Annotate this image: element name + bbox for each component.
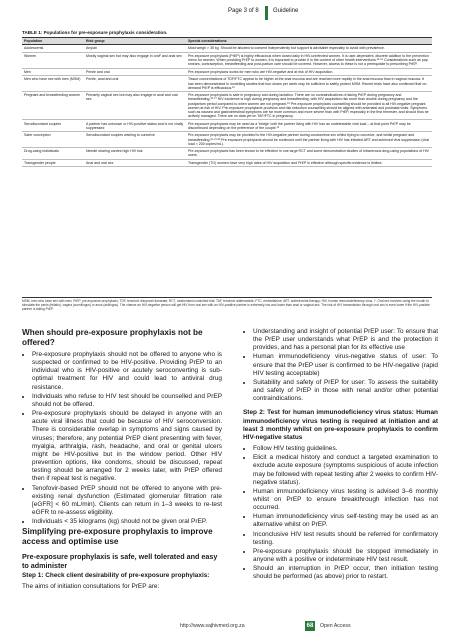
cell-considerations: Pre-exposure prophylaxis may be used as a 'bridge' until the partner living with HIV has an undetectable viral load – at that point PrEP may be discontinued depending on the preference of the couple.¹⁹ — [186, 120, 432, 132]
cell-considerations: Transgender (TG) women have very high rates of HIV acquisition and PrEP is effective although specific evidence is limited. — [186, 159, 432, 167]
table-title: TABLE 1: Populations for pre-exposure prophylaxis consideration. — [22, 30, 168, 35]
header-population: Population — [22, 38, 84, 45]
list-item: • Individuals who refuse to HIV test should be counselled and PrEP should not be offered. — [32, 393, 222, 409]
initiation-aims-list — [243, 328, 438, 403]
step1-title: Step 1: Check client desirability of pre-exposure prophylaxis: — [22, 572, 210, 580]
table-row — [22, 92, 432, 120]
header-accent-bar — [265, 6, 268, 20]
cell-population: Transgender people — [22, 159, 84, 167]
open-access-label: Open Access — [320, 623, 351, 629]
cell-considerations: Must weigh > 35 kg. Should be allowed to consent independently but support is advisable especially to avoid with prevalence. — [186, 45, 432, 53]
cell-risk: Primarily vaginal sex but may also engage in anal and oral sex — [84, 92, 186, 120]
cell-risk: Needle sharing carries high HIV risk — [84, 148, 186, 160]
cell-risk: Mostly vaginal sex but may also engage in oral² and anal sex — [84, 52, 186, 68]
cell-population: Women — [22, 52, 84, 68]
cell-population: Safer conception — [22, 132, 84, 148]
cell-risk: Any/all — [84, 45, 186, 53]
populations-table — [22, 37, 432, 167]
table-row — [22, 159, 432, 167]
step2-text: Step 2: Test for human immunodeficiency virus status: Human immunodeficiency virus testing is required at initiation and at least 3 monthly whilst on pre-exposure prophylaxis to confirm HIV-negative status — [243, 409, 438, 441]
list-item: • Should an interruption in PrEP occur, then initiation testing should be performed (as above) prior to restart. — [253, 565, 438, 581]
journal-url-link[interactable]: http://www.sajhivmed.org.za — [180, 623, 245, 629]
cell-considerations: Pre-exposure prophylaxis is safe in pregnancy and during lactation. There are no contraindications of taking PrEP during pregnancy and breastfeeding.¹⁶·¹⁷ HIV incidence is high during pregnancy and breastfeeding, with HIV acquisition risk more than double during pregnancy and the postpartum period compared to when women are not pregnant.¹⁸ Pre-exposure prophylaxis counselling should be provided to all HIV-negative pregnant women at risk of HIV. Pre-exposure prophylaxis provision and risk reduction counselling should be aligned with antenatal and postnatal visits. Symptoms such as nausea and gastrointestinal symptoms are far more common and more severe than with PrEP, especially in the first trimester, and should thus be actively managed. There are no data yet on TAF/FTC in pregnancy. — [186, 92, 432, 120]
cell-considerations: Pre-exposure prophylaxis (PrEP) is highly efficacious when dosed daily in HIV-uninfected women. It is user-dependent, discrete addition to the prevention menu for women. When providing PrEP to women, it is important to provide it in the context of other health interventions.¹³·¹⁴ Considerations such as pap smears, contraception, breastfeeding and post-partum care should be covered. However, access to these is not a prerequisite to prescribing PrEP. — [186, 52, 432, 68]
cell-population: Serodiscordant couples — [22, 120, 84, 132]
list-item: • Follow HIV testing guidelines. — [253, 445, 438, 453]
cell-considerations: Pre-exposure prophylaxis has been shown to be effective in one large RCT and some demonstration studies of intravenous drug-using populations of HIV users. — [186, 148, 432, 160]
table-row — [22, 120, 432, 132]
cell-risk: A partner has unknown or HIV-positive status and is not virally suppressed — [84, 120, 186, 132]
left-column — [22, 328, 222, 595]
cell-population: Drug-using individuals — [22, 148, 84, 160]
section-label: Guideline — [273, 8, 299, 14]
table-row — [22, 68, 432, 76]
list-item: • Human immunodeficiency virus self-testing may be used as an alternative whilst on PrEP. — [253, 513, 438, 529]
cell-risk: Penile, anal and oral — [84, 76, 186, 92]
page-number-label: Page 3 of 8 — [228, 8, 259, 14]
not-offered-list — [22, 351, 222, 526]
header-risk-group: Risk group — [84, 38, 186, 45]
table-header-row — [22, 38, 432, 45]
page-footer — [0, 620, 453, 634]
list-item: • Suitability and safety of PrEP for user: To assess the suitability and safety of PrEP in those with renal and/or other potential contraindications. — [253, 379, 438, 403]
list-item: • Pre-exposure prophylaxis should not be offered to anyone who is suspected or confirmed to be HIV-positive. Providing PrEP to an individual who is HIV-positive or acutely seroconverting is sub-optimal treatment for HIV and could lead to antiviral drug resistance. — [32, 351, 222, 392]
list-item: • Elicit a medical history and conduct a targeted examination to exclude acute exposure (symptoms suspicious of acute infection may be followed with repeat testing after 2 weeks to confirm HIV-negative status). — [253, 454, 438, 487]
cell-population: Men — [22, 68, 84, 76]
cell-risk: Penile and oral — [84, 68, 186, 76]
cell-population: Pregnant and breastfeeding women — [22, 92, 84, 120]
list-item: • Inconclusive HIV test results should be referred for confirmatory testing. — [253, 531, 438, 547]
table-row — [22, 45, 432, 53]
list-item: • Human immunodeficiency virus-negative status of user: To ensure that the PrEP user is confirmed to be HIV-negative (rapid HIV testing acceptable) — [253, 353, 438, 377]
list-item: • Pre-exposure prophylaxis should be stopped immediately in anyone with a positive or indeterminate HIV test result. — [253, 548, 438, 564]
section-heading-simplifying: Simplifying pre-exposure prophylaxis to improve access and optimise use — [22, 527, 213, 547]
page-number-box: 68 — [306, 623, 314, 629]
table-row — [22, 148, 432, 160]
cell-risk: Anal and oral sex — [84, 159, 186, 167]
list-item: • Pre-exposure prophylaxis should be delayed in anyone with an acute viral illness that could be because of HIV seroconversion. There is considerable overlap in symptoms and signs caused by viruses; therefore, any potential PrEP client presenting with fever, myalgia, arthralgia, rash, headache, and oral or genital ulcers might be HIV-positive but in the window period. Other HIV prevention options, like condoms, should be discussed, repeat testing should be arranged for 2 weeks later, with PrEP offered then if repeat test is negative. — [32, 410, 222, 483]
testing-list — [243, 445, 438, 582]
right-column — [243, 328, 438, 583]
list-item: • Tenofovir-based PrEP should not be offered to anyone with pre-existing renal dysfunction (Estimated glomerular filtration rate [eGFR] < 60 mL/min). Clients can return in 1–3 weeks to re-test eGFR to re-assess eligibility. — [32, 485, 222, 518]
cell-considerations: Pre-exposure prophylaxis works for men who are HIV-negative and at risk of HIV acquisition. — [186, 68, 432, 76]
table-row — [22, 132, 432, 148]
list-item: • Human immunodeficiency virus testing is advised 3–6 monthly whilst on PrEP to ensure breakthrough infection has not occurred. — [253, 488, 438, 512]
cell-population: Men who have sex with men (MSM) — [22, 76, 84, 92]
subheading-safe: Pre-exposure prophylaxis is safe, well tolerated and easy to administer — [22, 552, 218, 571]
cell-risk: Serodiscordant couples wishing to conceive — [84, 132, 186, 148]
list-item: • Individuals < 35 kilograms (kg) should not be given oral PrEP. — [32, 518, 222, 526]
table-row — [22, 52, 432, 68]
header-special-considerations: Special considerations — [186, 38, 432, 45]
page-header — [0, 6, 453, 20]
section-heading-not-offered: When should pre-exposure prophylaxis not be offered? — [22, 328, 203, 347]
cell-considerations: Tissue concentrations of TDF/FTC appear to be higher at the anal mucosa and are reached more rapidly in the anal mucosa than in vaginal mucosa. It has been demonstrated in modelling studies that four doses per week may be sufficient to safely protect MSM. Recent trials have also confirmed that on-demand PrEP is efficacious.¹⁵ — [186, 76, 432, 92]
step2-paragraph — [243, 409, 438, 442]
cell-population: Adolescents — [22, 45, 84, 53]
step1-text: The aims of initiation consultations for PrEP are: — [22, 583, 160, 591]
step1-paragraph — [22, 572, 222, 580]
cell-considerations: Pre-exposure prophylaxis may be provided to the HIV-negative partner during condomless sex whilst trying to conceive, and whilst pregnant and breastfeeding.²⁰·²¹·²² Pre-exposure prophylaxis should be continued until the partner living with HIV has initiated ART and achieved viral suppression (viral load < 200 copies/mL). — [186, 132, 432, 148]
list-item: • Understanding and insight of potential PrEP user: To ensure that the PrEP user understands what PrEP is and the protection it provides, and has a personal plan for its effective use — [253, 328, 438, 352]
table-footnote: MSM, men who have sex with men; PrEP, pre-exposure prophylaxis; TDF, tenofovir disoproxil fumarate; RCT, randomised controlled trial; TAF, tenofovir alafenamide; FTC, emtricitabine; ART, antiretroviral therapy; HIV, human immunodeficiency virus. †, Oral sex involves using the mouth to stimulate the penis (fellatio), vagina (cunnilingus) or anus (anilingus). The chance an HIV-negative person will get HIV from oral sex with an HIV-positive partner is extremely low and lower than anal or vaginal sex. The risk of HIV transmission through oral sex is even lower if the HIV-positive partner is taking PrEP. — [22, 297, 432, 311]
table-row — [22, 76, 432, 92]
